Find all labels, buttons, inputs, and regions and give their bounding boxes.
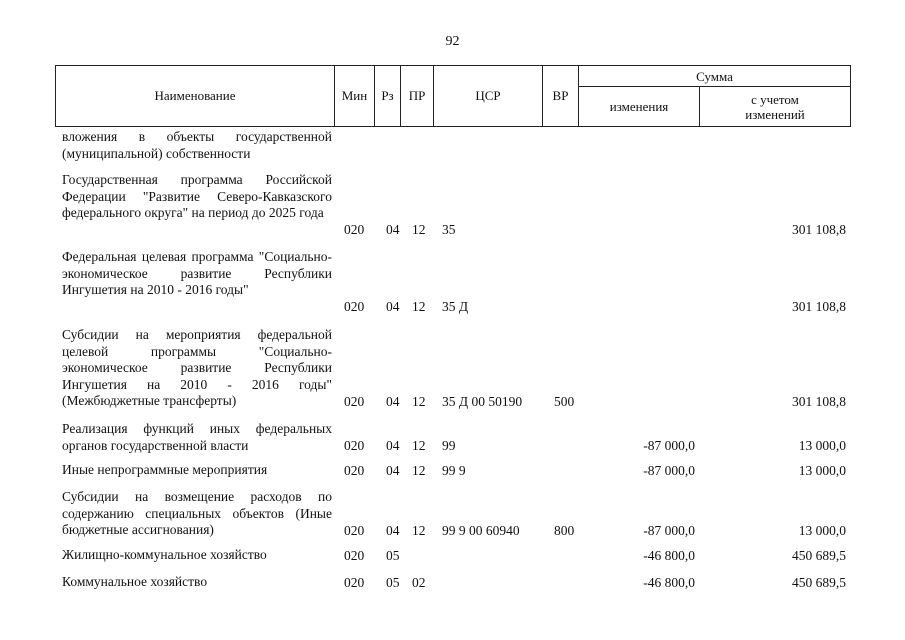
header-csr: ЦСР [434, 66, 543, 126]
row-min: 020 [344, 221, 365, 237]
row-rz: 04 [386, 221, 400, 237]
table-row [0, 249, 905, 315]
row-name: Субсидии на возмещение расходов по содержанию специальных объектов (Иные бюджетные ассигнования) [62, 489, 332, 537]
row-pr: 02 [412, 574, 426, 590]
row-change: -46 800,0 [643, 574, 695, 590]
row-csr: 35 [442, 221, 456, 237]
table-row [0, 172, 905, 238]
row-csr: 99 9 [442, 462, 466, 478]
row-name: Реализация функций иных федеральных органов государственной власти [62, 421, 332, 453]
row-name: Иные непрограммные мероприятия [62, 462, 268, 477]
row-csr: 35 Д [442, 298, 469, 314]
table-row [0, 489, 905, 539]
header-pr: ПР [401, 66, 434, 126]
row-total: 301 108,8 [792, 221, 846, 237]
row-pr: 12 [412, 437, 426, 453]
row-total: 301 108,8 [792, 298, 846, 314]
row-total: 301 108,8 [792, 393, 846, 409]
row-min: 020 [344, 393, 365, 409]
row-pr: 12 [412, 298, 426, 314]
row-rz: 04 [386, 437, 400, 453]
row-change: -46 800,0 [643, 547, 695, 563]
header-vr: ВР [543, 66, 579, 126]
row-vr: 800 [554, 522, 575, 538]
row-csr: 99 9 00 60940 [442, 522, 520, 538]
row-rz: 04 [386, 522, 400, 538]
row-total: 450 689,5 [792, 574, 846, 590]
row-min: 020 [344, 462, 365, 478]
table-row [0, 547, 905, 564]
row-change: -87 000,0 [643, 522, 695, 538]
header-with-change-line1: с учетом [751, 91, 799, 107]
row-vr: 500 [554, 393, 575, 409]
row-name: Государственная программа Российской Федерации "Развитие Северо-Кавказского федерального округа" на период до 2025 года [62, 172, 332, 220]
row-name: Жилищно-коммунальное хозяйство [62, 547, 267, 562]
row-name: Субсидии на мероприятия федеральной целевой программы "Социально-экономическое развитие Республики Ингушетия на 2010 - 2016 годы" (Межбюджетные трансферты) [62, 327, 332, 408]
row-total: 13 000,0 [798, 437, 846, 453]
row-csr: 99 [442, 437, 456, 453]
row-min: 020 [344, 437, 365, 453]
page-number: 92 [445, 34, 460, 49]
row-total: 450 689,5 [792, 547, 846, 563]
row-min: 020 [344, 298, 365, 314]
table-row [0, 462, 905, 479]
header-min: Мин [335, 66, 375, 126]
row-total: 13 000,0 [798, 522, 846, 538]
row-pr: 12 [412, 522, 426, 538]
row-rz: 04 [386, 393, 400, 409]
header-rz: Рз [375, 66, 401, 126]
header-with-change-line2: изменений [745, 106, 805, 122]
table-row [0, 421, 905, 454]
row-rz: 05 [386, 547, 400, 563]
row-csr: 35 Д 00 50190 [442, 393, 523, 409]
row-name: Коммунальное хозяйство [62, 574, 208, 589]
table-row [0, 574, 905, 591]
row-pr: 12 [412, 221, 426, 237]
row-rz: 04 [386, 298, 400, 314]
row-rz: 04 [386, 462, 400, 478]
header-change: изменения [579, 87, 700, 126]
row-rz: 05 [386, 574, 400, 590]
header-name: Наименование [56, 66, 335, 126]
row-name: вложения в объекты государственной (муниципальной) собственности [62, 129, 332, 161]
row-pr: 12 [412, 462, 426, 478]
row-pr: 12 [412, 393, 426, 409]
row-min: 020 [344, 547, 365, 563]
row-min: 020 [344, 574, 365, 590]
table-row [0, 129, 905, 162]
row-min: 020 [344, 522, 365, 538]
row-total: 13 000,0 [798, 462, 846, 478]
table-row [0, 327, 905, 410]
row-name: Федеральная целевая программа "Социально-экономическое развитие Республики Ингушетия на 2010 - 2016 годы" [62, 249, 332, 297]
row-change: -87 000,0 [643, 437, 695, 453]
row-change: -87 000,0 [643, 462, 695, 478]
header-sum: Сумма [579, 66, 850, 87]
